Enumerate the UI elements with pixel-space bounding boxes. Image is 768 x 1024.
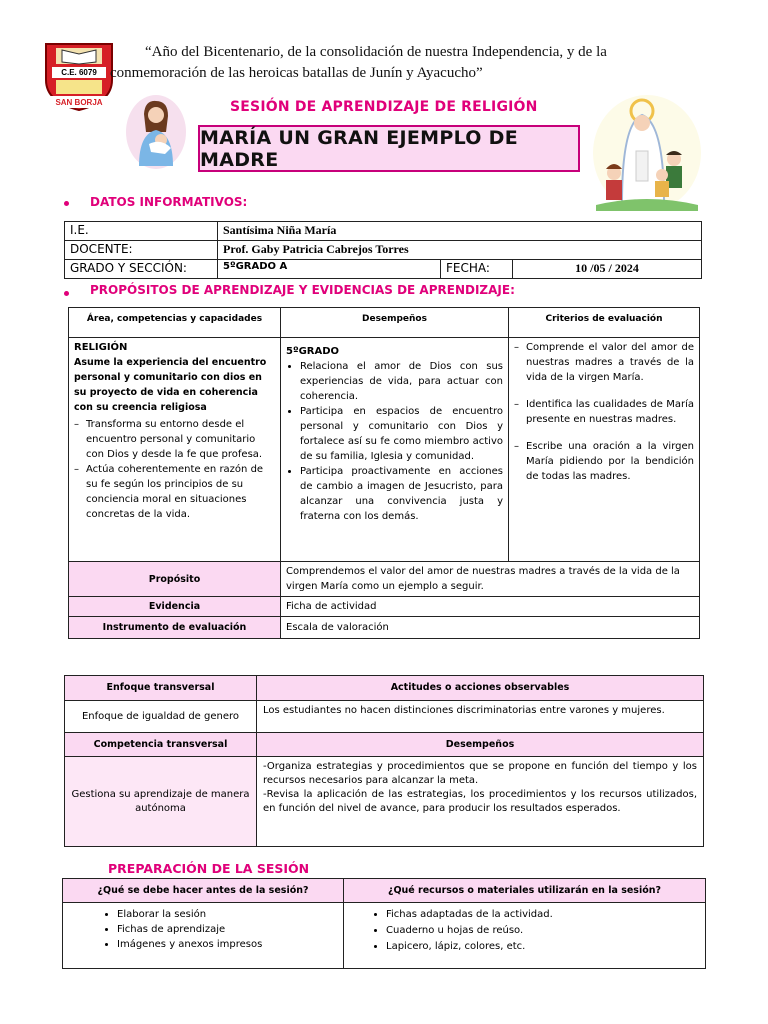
info-table [64, 221, 702, 279]
bullet-icon [64, 201, 69, 206]
mother-child-illustration [125, 92, 187, 170]
grado-label: 5ºGRADO [286, 346, 340, 357]
grado-value: 5ºGRADO A [218, 260, 441, 279]
desempenos-transv-cell [257, 757, 704, 847]
proposito-label: Propósito [69, 562, 281, 597]
col-antes: ¿Qué se debe hacer antes de la sesión? [63, 879, 344, 903]
list-item: – Actúa coherentemente en razón de su fe según los principios de su conciencia moral en situaciones concretas de la vida. [74, 462, 275, 522]
desempeno-line-1: -Organiza estrategias y procedimientos que se propone en función del tiempo y los recursos necesarios para alcanzar la meta. [263, 761, 697, 786]
instrumento-value: Escala de valoración [281, 617, 700, 639]
main-title-box [198, 125, 580, 172]
desempenos-cell [281, 338, 509, 562]
session-title: SESIÓN DE APRENDIZAJE DE RELIGIÓN [230, 99, 538, 115]
ie-label: I.E. [65, 222, 218, 241]
antes-cell [63, 903, 344, 969]
enfoque-value: Enfoque de igualdad de genero [65, 701, 257, 733]
competencia-value: Gestiona su aprendizaje de manera autónoma [65, 757, 257, 847]
criterios-list [514, 340, 694, 484]
virgin-mary-children-illustration [592, 93, 702, 213]
antes-list [73, 907, 343, 952]
header-quote [110, 42, 710, 84]
col-criterios: Criterios de evaluación [509, 308, 700, 338]
col-area: Área, competencias y capacidades [69, 308, 281, 338]
list-item: • Lapicero, lápiz, colores, etc. [386, 939, 705, 955]
list-item: – Transforma su entorno desde el encuentro personal y comunitario con Dios y desde la fe que profesa. [74, 417, 275, 462]
col-recursos: ¿Qué recursos o materiales utilizarán en la sesión? [344, 879, 706, 903]
evidencia-value: Ficha de actividad [281, 597, 700, 617]
list-item: • Elaborar la sesión [117, 907, 343, 922]
ie-value: Santísima Niña María [218, 222, 702, 241]
list-item: – Identifica las cualidades de María presente en nuestras madres. [514, 397, 694, 427]
col-enfoque: Enfoque transversal [65, 676, 257, 701]
list-item: • Imágenes y anexos impresos [117, 937, 343, 952]
bullet-icon [64, 291, 69, 296]
area-cell [69, 338, 281, 562]
col-competencia: Competencia transversal [65, 733, 257, 757]
docente-value: Prof. Gaby Patricia Cabrejos Torres [218, 241, 702, 260]
quote-line-1: “Año del Bicentenario, de la consolidación de nuestra Independencia, y de la [145, 44, 607, 60]
logo-text-top: C.E. 6079 [61, 68, 97, 77]
competencia: Asume la experiencia del encuentro personal y comunitario con dios en su proyecto de vida en coherencia con su creencia religiosa [74, 357, 267, 413]
desempenos-list [286, 359, 503, 524]
list-item: • Fichas de aprendizaje [117, 922, 343, 937]
actitud-value: Los estudiantes no hacen distinciones discriminatorias entre varones y mujeres. [257, 701, 704, 733]
list-item: • Participa proactivamente en acciones de cambio a imagen de Jesucristo, para alcanzar una convivencia justa y fraterna con los demás. [300, 464, 503, 524]
col-desempenos: Desempeños [281, 308, 509, 338]
col-desempenos-transv: Desempeños [257, 733, 704, 757]
propositos-table [68, 307, 700, 639]
list-item: • Participa en espacios de encuentro personal y comunitario con Dios y fortalece así su fe como miembro activo de su familia, Iglesia y comunidad. [300, 404, 503, 464]
evidencia-label: Evidencia [69, 597, 281, 617]
grado-label: GRADO Y SECCIÓN: [65, 260, 218, 279]
list-item: – Escribe una oración a la virgen María pidiendo por la bendición de todas las madres. [514, 439, 694, 484]
criterios-cell [509, 338, 700, 562]
main-title: MARÍA UN GRAN EJEMPLO DE MADRE [200, 126, 519, 171]
list-item: – Comprende el valor del amor de nuestras madres a través de la vida de la virgen María. [514, 340, 694, 385]
desempeno-line-2: -Revisa la aplicación de las estrategias, los procedimientos y los recursos utilizados, en función del nivel de avance, para producir los resultados esperados. [263, 789, 697, 814]
propositos-heading: PROPÓSITOS DE APRENDIZAJE Y EVIDENCIAS DE APRENDIZAJE: [90, 283, 515, 297]
preparacion-table [62, 878, 706, 969]
docente-label: DOCENTE: [65, 241, 218, 260]
datos-heading: DATOS INFORMATIVOS: [90, 195, 248, 209]
preparacion-heading: PREPARACIÓN DE LA SESIÓN [108, 861, 310, 876]
quote-line-2: conmemoración de las heroicas batallas de Junín y Ayacucho” [110, 65, 483, 81]
capacidades-list [74, 417, 275, 522]
instrumento-label: Instrumento de evaluación [69, 617, 281, 639]
recursos-list [354, 907, 705, 955]
fecha-value: 10 /05 / 2024 [513, 260, 702, 279]
col-actitudes: Actitudes o acciones observables [257, 676, 704, 701]
proposito-value: Comprendemos el valor del amor de nuestras madres a través de la vida de la virgen María como un ejemplo a seguir. [281, 562, 700, 597]
fecha-label: FECHA: [441, 260, 513, 279]
enfoque-table [64, 675, 704, 847]
list-item: • Cuaderno u hojas de reúso. [386, 923, 705, 939]
logo-text-bottom: SAN BORJA [55, 98, 103, 107]
school-logo [42, 40, 116, 112]
area-name: RELIGIÓN [74, 342, 128, 353]
recursos-cell [344, 903, 706, 969]
list-item: • Relaciona el amor de Dios con sus experiencias de vida, para actuar con coherencia. [300, 359, 503, 404]
list-item: • Fichas adaptadas de la actividad. [386, 907, 705, 923]
